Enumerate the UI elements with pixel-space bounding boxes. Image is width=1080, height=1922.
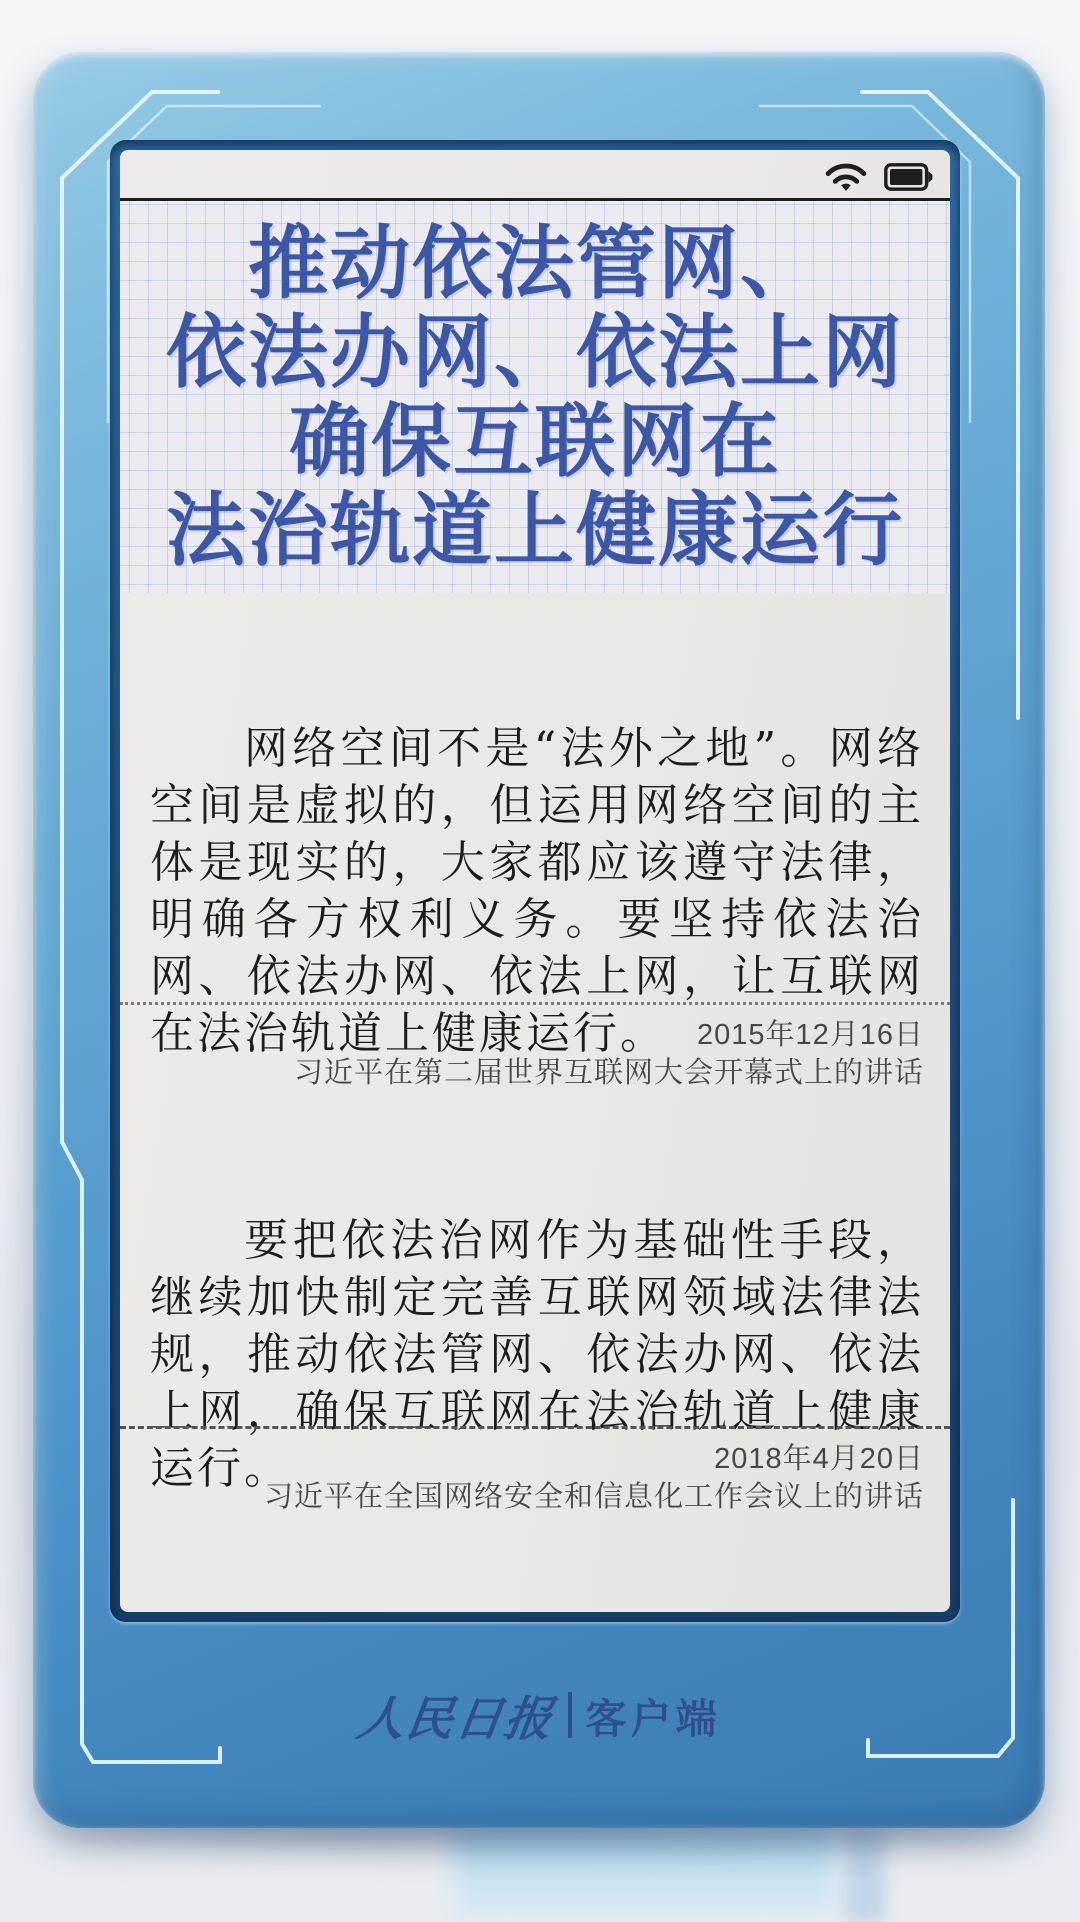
desk-reflection-seam — [845, 1828, 885, 1922]
wifi-icon — [824, 160, 868, 194]
screen — [120, 150, 950, 1612]
title-line: 法治轨道上健康运行 — [166, 486, 904, 575]
screen-bezel — [110, 140, 960, 1622]
grid-paper — [120, 201, 950, 593]
quote-date: 2015年12月16日 — [696, 1019, 924, 1051]
quote-meta — [150, 1440, 924, 1516]
brand-script: 人民日报 — [353, 1691, 557, 1747]
status-bar — [120, 150, 950, 198]
title-line: 依法办网、依法上网 — [166, 308, 904, 397]
brand-divider — [568, 1692, 572, 1738]
quote-source: 习近平在全国网络安全和信息化工作会议上的讲话 — [263, 1481, 924, 1513]
brand-suffix: 客户端 — [585, 1695, 721, 1742]
battery-icon — [884, 162, 934, 192]
title-line: 确保互联网在 — [289, 397, 781, 486]
quote-date: 2018年4月20日 — [714, 1443, 924, 1475]
desk-reflection — [455, 1828, 835, 1922]
quote-meta — [150, 1016, 924, 1092]
quote-paragraph: 网络空间不是“法外之地”。网络空间是虚拟的，但运用网络空间的主体是现实的，大家都应该遵守法律，明确各方权利义务。要坚持依法治网、依法办网、依法上网，让互联网在法治轨道上健康运行。 — [150, 723, 924, 1059]
ereader-device — [33, 52, 1045, 1828]
quote-paragraph: 要把依法治网作为基础性手段，继续加快制定完善互联网领域法律法规，推动依法管网、依法办网、依法上网，确保互联网在法治轨道上健康运行。 — [150, 1215, 924, 1494]
footer-brand — [33, 1685, 1045, 1745]
quote-source: 习近平在第二届世界互联网大会开幕式上的讲话 — [293, 1057, 924, 1089]
separator-dotted — [120, 1002, 950, 1005]
page-title — [166, 219, 904, 575]
separator-dashed — [120, 1426, 950, 1429]
title-line: 推动依法管网、 — [248, 219, 822, 308]
